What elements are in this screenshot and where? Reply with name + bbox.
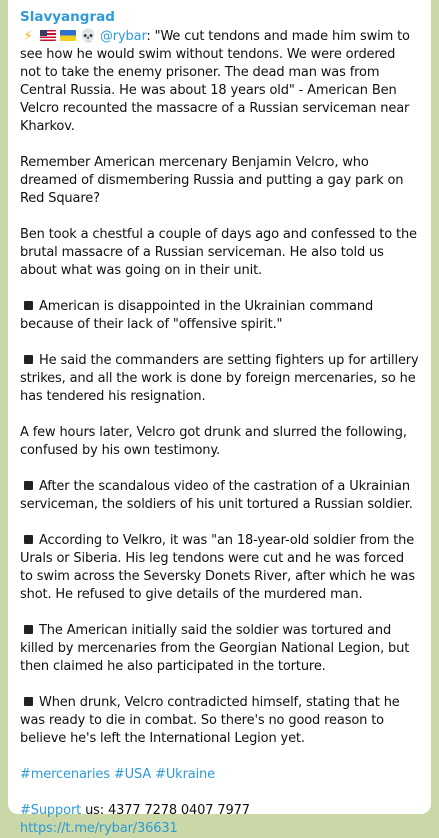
black-square-icon — [24, 301, 33, 310]
black-square-icon — [24, 697, 33, 706]
bullet-item: According to Velkro, it was "an 18-year-old soldier from the Urals or Siberia. His leg tendons were cut and he was forced to swim across the Seversky Donets River, after which he was shot. He refused to give details of the murdered man. — [20, 533, 415, 602]
black-square-icon — [24, 535, 33, 544]
black-square-icon — [24, 625, 33, 634]
support-text: us: 4377 7278 0407 7977 — [81, 803, 250, 818]
bullet-item: When drunk, Velcro contradicted himself, stating that he was ready to die in combat. So there's no good reason to believe he's left the International Legion yet. — [20, 695, 400, 746]
bullet-item: He said the commanders are setting fighters up for artillery strikes, and all the work is done by foreign mercenaries, so he has tendered his resignation. — [20, 353, 419, 404]
bullet-item: The American initially said the soldier was tortured and killed by mercenaries from the Georgian National Legion, but then claimed he also participated in the torture. — [20, 623, 410, 674]
message-bubble — [8, 0, 431, 836]
lead-paragraph — [20, 28, 419, 136]
message-text — [20, 28, 419, 838]
hashtags — [20, 766, 419, 784]
skull-icon: 💀 — [79, 29, 96, 44]
lead-text: : "We cut tendons and made him swim to see how he would swim without tendons. We were ordered not to take the enemy prisoner. The dead man was from Central Russia. He was about 18 years old" - American Ben Velcro recounted the massacre of a Russian serviceman near Kharkov. — [20, 29, 410, 134]
us-flag-icon — [40, 30, 56, 41]
bullet-item: After the scandalous video of the castration of a Ukrainian serviceman, the soldiers of his unit tortured a Russian soldier. — [20, 479, 413, 512]
mention-link[interactable]: @rybar — [99, 29, 147, 44]
black-square-icon — [24, 355, 33, 364]
support-hashtag-link[interactable]: #Support — [20, 803, 82, 818]
hashtag-link[interactable]: #Ukraine — [155, 767, 215, 782]
paragraph: A few hours later, Velcro got drunk and slurred the following, confused by his own testimony. — [20, 425, 407, 458]
ukraine-flag-icon — [60, 30, 76, 41]
hashtag-link[interactable]: #USA — [113, 767, 152, 782]
lightning-icon: ⚡ — [23, 29, 33, 44]
paragraph: Ben took a chestful a couple of days ago and confessed to the brutal massacre of a Russian serviceman. He also told us about what was going on in their unit. — [20, 227, 417, 278]
bullet-item: American is disappointed in the Ukrainian command because of their lack of "offensive spirit." — [20, 299, 374, 332]
channel-name[interactable]: Slavyangrad — [20, 9, 115, 25]
post-link[interactable]: https://t.me/rybar/36631 — [20, 821, 178, 836]
hashtag-link[interactable]: #mercenaries — [20, 767, 110, 782]
support-line — [20, 802, 419, 820]
black-square-icon — [24, 481, 33, 490]
paragraph: Remember American mercenary Benjamin Velcro, who dreamed of dismembering Russia and putting a gay park on Red Square? — [20, 155, 404, 206]
post-link-line — [20, 820, 419, 838]
